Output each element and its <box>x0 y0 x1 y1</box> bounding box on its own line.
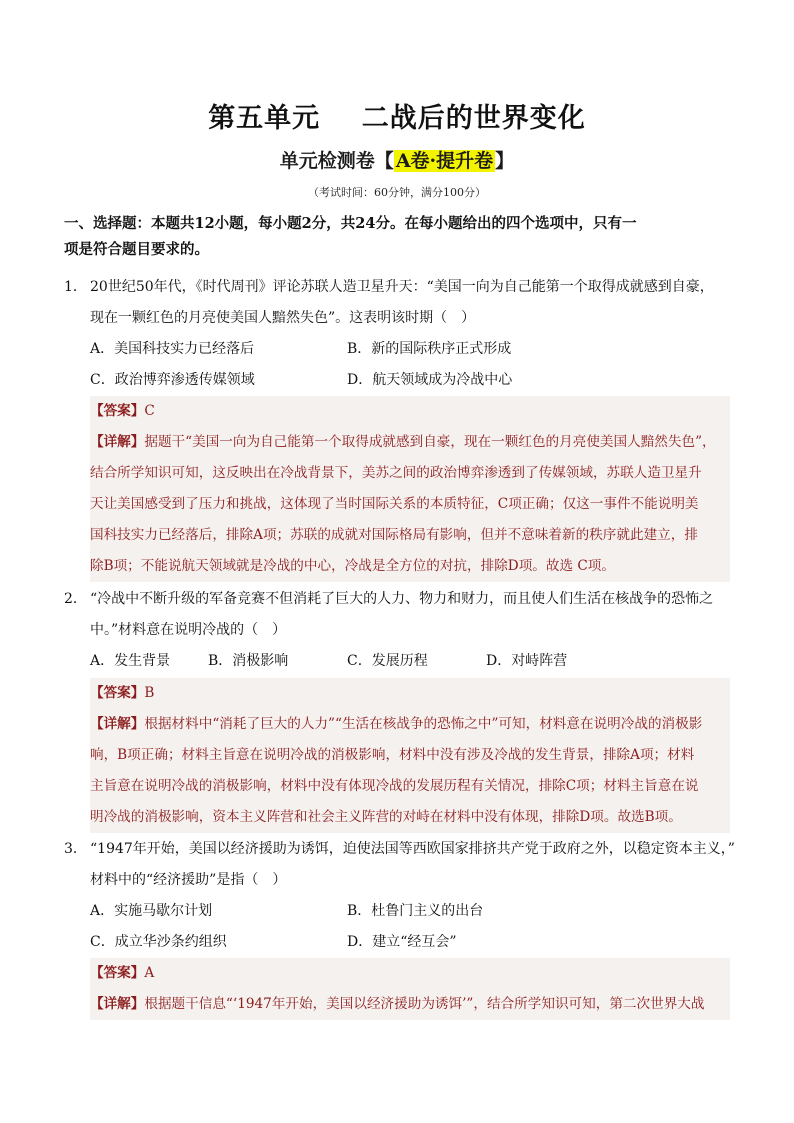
option-a: A．实施马歇尔计划 <box>90 903 213 919</box>
detail-line: 据题干“美国一向为自己能第一个取得成就感到自豪，现在一颗红色的月亮使美国人黯然失色”， <box>144 434 716 450</box>
option-d: D．对峙阵营 <box>486 653 568 669</box>
detail-line: 结合所学知识可知，这反映出在冷战背景下，美苏之间的政治博弈渗透到了传媒领域，苏联人造卫星升 <box>90 465 702 481</box>
question-stem-line: 20世纪50年代，《时代周刊》评论苏联人造卫星升天：“美国一向为自己能第一个取得成就感到自豪， <box>90 279 714 295</box>
option-a: A．美国科技实力已经落后 <box>90 341 255 357</box>
answer-block <box>90 958 730 1020</box>
section-heading <box>64 211 734 263</box>
option-c: C．政治博弈渗透传媒领域 <box>90 372 255 388</box>
option-d: D．建立“经互会” <box>347 934 457 950</box>
question-stem-line: 现在一颗红色的月亮使美国人黯然失色”。这表明该时期（ ） <box>90 310 476 326</box>
detail-tag: 【详解】 <box>90 996 145 1012</box>
option-b: B．杜鲁门主义的出台 <box>347 903 484 919</box>
answer-row <box>90 396 730 427</box>
subtitle-prefix: 单元检测卷【 <box>279 150 394 172</box>
option-d: D．航天领域成为冷战中心 <box>347 372 513 388</box>
question-number: 1． <box>64 279 87 295</box>
detail-line: 明冷战的消极影响，资本主义阵营和社会主义阵营的对峙在材料中没有体现，排除D项。故选B项。 <box>90 809 682 825</box>
detail-line: 响，B项正确；材料主旨意在说明冷战的消极影响，材料中没有涉及冷战的发生背景，排除A项；材料 <box>90 747 695 763</box>
detail-line: 根据材料中“消耗了巨大的人力”“生活在核战争的恐怖之中”可知，材料意在说明冷战的消极影 <box>144 716 703 732</box>
page-title: 第五单元 二战后的世界变化 <box>208 103 586 134</box>
subtitle-suffix: 】 <box>495 150 515 172</box>
detail-line: 主旨意在说明冷战的消极影响，材料中没有体现冷战的发展历程有关情况，排除C项；材料主旨意在说 <box>90 778 699 794</box>
answer-value: C <box>144 403 155 419</box>
detail-row <box>90 427 730 458</box>
question-number: 2． <box>64 591 87 607</box>
option-b: B．新的国际秩序正式形成 <box>347 341 512 357</box>
answer-value: A <box>144 965 155 981</box>
question-stem-line: “冷战中不断升级的军备竞赛不但消耗了巨大的人力、物力和财力，而且使人们生活在核战争的恐怖之 <box>90 591 714 607</box>
detail-tag: 【详解】 <box>90 716 145 732</box>
option-b: B．消极影响 <box>208 653 289 669</box>
subtitle-highlight: A卷·提升卷 <box>395 150 494 172</box>
answer-block <box>90 678 730 833</box>
detail-tag: 【详解】 <box>90 434 145 450</box>
option-c: C．发展历程 <box>347 653 428 669</box>
answer-tag: 【答案】 <box>90 685 145 701</box>
detail-row <box>90 709 730 740</box>
question-number: 3． <box>64 841 87 857</box>
exam-time-note: （考试时间：60分钟，满分100分） <box>308 186 486 199</box>
section-heading-line-2: 项是符合题目要求的。 <box>64 241 209 258</box>
question-stem-line: 材料中的“经济援助”是指（ ） <box>90 872 287 888</box>
answer-value: B <box>144 685 155 701</box>
answer-row <box>90 678 730 709</box>
answer-tag: 【答案】 <box>90 965 145 981</box>
answer-tag: 【答案】 <box>90 403 145 419</box>
detail-line: 国科技实力已经落后，排除A项；苏联的成就对国际格局有影响，但并不意味着新的秩序就此建立，排 <box>90 527 698 543</box>
detail-row <box>90 989 730 1020</box>
answer-block <box>90 396 730 582</box>
detail-line: 天让美国感受到了压力和挑战，这体现了当时国际关系的本质特征，C项正确；仅这一事件不能说明美 <box>90 496 699 512</box>
section-heading-line-1: 一、选择题：本题共12小题，每小题2分，共24分。在每小题给出的四个选项中，只有一 <box>64 215 637 232</box>
answer-row <box>90 958 730 989</box>
option-c: C．成立华沙条约组织 <box>90 934 227 950</box>
question-stem-line: “1947年开始，美国以经济援助为诱饵，迫使法国等西欧国家排挤共产党于政府之外，以稳定资本主义，” <box>90 841 735 857</box>
option-a: A．发生背景 <box>90 653 171 669</box>
detail-line: 除B项；不能说航天领域就是冷战的中心，冷战是全方位的对抗，排除D项。故选 C项。 <box>90 558 615 574</box>
detail-line: 根据题干信息“‘1947年开始，美国以经济援助为诱饵’”，结合所学知识可知，第二次世界大战 <box>144 996 705 1012</box>
question-stem-line: 中。”材料意在说明冷战的（ ） <box>90 622 287 638</box>
page-subtitle <box>0 146 794 173</box>
